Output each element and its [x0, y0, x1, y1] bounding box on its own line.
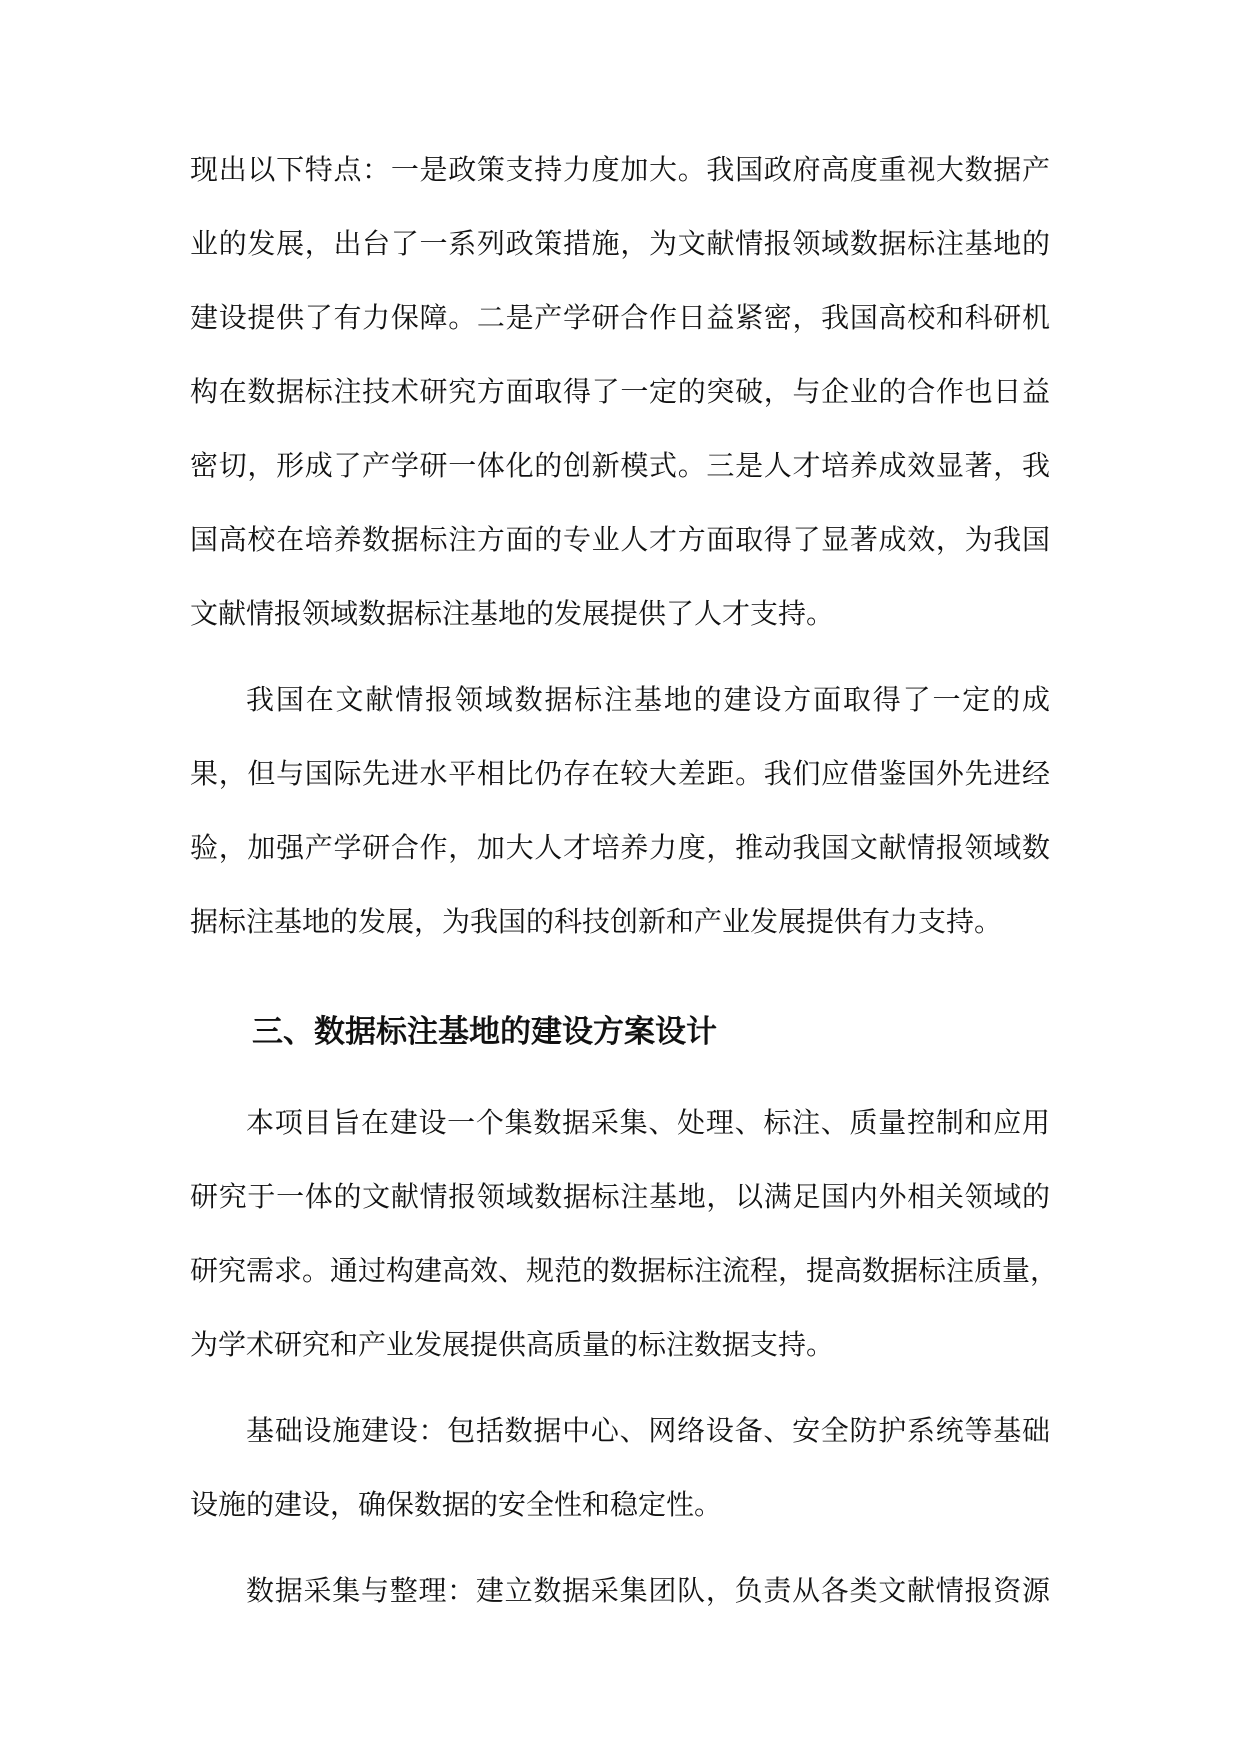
- paragraph-3-line-4: 为学术研究和产业发展提供高质量的标注数据支持。: [190, 1328, 835, 1361]
- paragraph-2-line-2: 果，但与国际先进水平相比仍存在较大差距。我们应借鉴国外先进经: [190, 757, 1050, 790]
- paragraph-2-line-4: 据标注基地的发展，为我国的科技创新和产业发展提供有力支持。: [190, 905, 1003, 938]
- paragraph-3-line-3: 研究需求。通过构建高效、规范的数据标注流程，提高数据标注质量，: [190, 1254, 1059, 1287]
- paragraph-5-line-1: 数据采集与整理：建立数据采集团队，负责从各类文献情报资源: [246, 1574, 1050, 1607]
- paragraph-1-line-2: 业的发展，出台了一系列政策措施，为文献情报领域数据标注基地的: [190, 227, 1050, 260]
- paragraph-3-line-2: 研究于一体的文献情报领域数据标注基地，以满足国内外相关领域的: [190, 1180, 1050, 1213]
- paragraph-1-line-5: 密切，形成了产学研一体化的创新模式。三是人才培养成效显著，我: [190, 449, 1050, 482]
- paragraph-3-line-1: 本项目旨在建设一个集数据采集、处理、标注、质量控制和应用: [246, 1106, 1050, 1139]
- paragraph-1-line-4: 构在数据标注技术研究方面取得了一定的突破，与企业的合作也日益: [190, 375, 1050, 408]
- paragraph-2-line-1: 我国在文献情报领域数据标注基地的建设方面取得了一定的成: [246, 683, 1050, 716]
- section-heading: 三、数据标注基地的建设方案设计: [252, 1014, 717, 1050]
- paragraph-1-line-3: 建设提供了有力保障。二是产学研合作日益紧密，我国高校和科研机: [190, 301, 1050, 334]
- paragraph-4-line-1: 基础设施建设：包括数据中心、网络设备、安全防护系统等基础: [246, 1414, 1050, 1447]
- paragraph-1-line-7: 文献情报领域数据标注基地的发展提供了人才支持。: [190, 597, 835, 630]
- paragraph-1-line-6: 国高校在培养数据标注方面的专业人才方面取得了显著成效，为我国: [190, 523, 1050, 556]
- paragraph-1-line-1: 现出以下特点：一是政策支持力度加大。我国政府高度重视大数据产: [190, 153, 1050, 186]
- paragraph-2-line-3: 验，加强产学研合作，加大人才培养力度，推动我国文献情报领域数: [190, 831, 1050, 864]
- paragraph-4-line-2: 设施的建设，确保数据的安全性和稳定性。: [190, 1488, 723, 1521]
